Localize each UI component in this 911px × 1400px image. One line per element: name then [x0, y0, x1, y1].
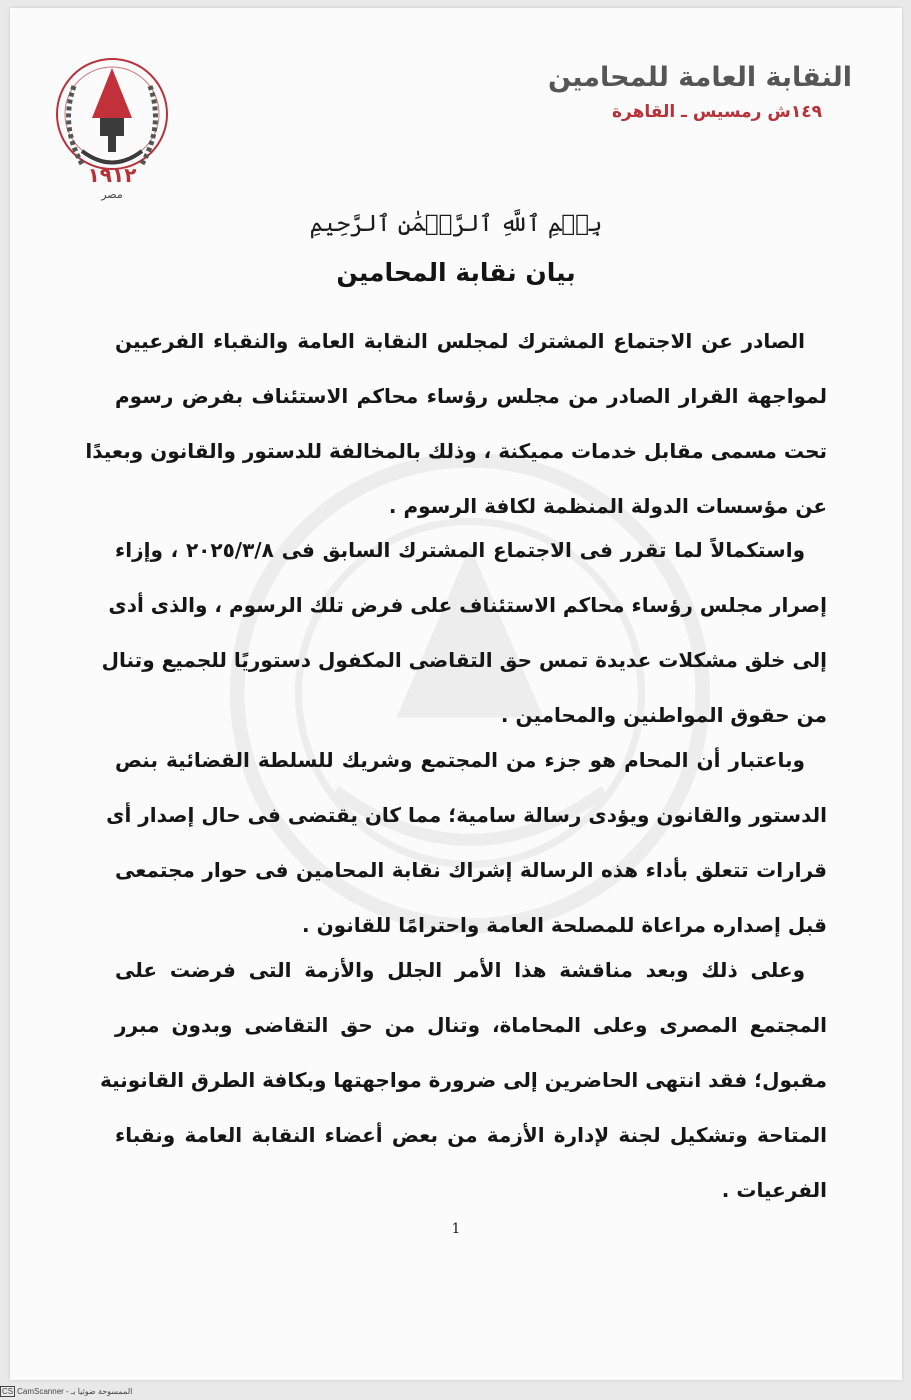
text-line: وباعتبار أن المحام هو جزء من المجتمع وشريك للسلطة القضائية بنص	[115, 748, 805, 772]
statement-title: بيان نقابة المحامين	[336, 258, 576, 287]
basmala: بِسۡمِ ٱللَّهِ ٱلرَّحۡمَٰنِ ٱلرَّحِيمِ	[309, 211, 603, 237]
paragraph-2	[101, 523, 827, 743]
text-line: مقبول؛ فقد انتهى الحاضرين إلى ضرورة مواجهتها وبكافة الطرق القانونية	[99, 1068, 827, 1092]
text-line: عن مؤسسات الدولة المنظمة لكافة الرسوم .	[388, 494, 827, 518]
text-line: المجتمع المصرى وعلى المحاماة، وتنال من حق التقاضى وبدون مبرر	[115, 1013, 827, 1037]
text-line: المتاحة وتشكيل لجنة لإدارة الأزمة من بعض أعضاء النقابة العامة ونقباء	[115, 1123, 827, 1147]
page-number: 1	[451, 1221, 461, 1237]
text-line: إصرار مجلس رؤساء محاكم الاستئناف على فرض تلك الرسوم ، والذى أدى	[108, 593, 827, 617]
text-line: وعلى ذلك وبعد مناقشة هذا الأمر الجلل والأزمة التى فرضت على	[115, 958, 805, 982]
logo-country: مصر	[101, 188, 123, 201]
scanner-text: CamScanner - الممسوحة ضوئيا بـ	[17, 1387, 133, 1396]
text-line: من حقوق المواطنين والمحامين .	[500, 703, 827, 727]
logo-year: ١٩١٢	[87, 163, 137, 187]
paragraph-3	[106, 733, 827, 953]
paragraph-1	[85, 314, 827, 534]
text-line: إلى خلق مشكلات عديدة تمس حق التقاضى المكفول دستوريًا للجميع وتنال	[101, 648, 827, 672]
syndicate-address: ١٤٩ش رمسيس ـ القاهرة	[612, 102, 822, 122]
text-line: قبل إصداره مراعاة للمصلحة العامة واحترامًا للقانون .	[302, 913, 827, 937]
text-line: واستكمالاً لما تقرر فى الاجتماع المشترك السابق فى ٢٠٢٥/٣/٨ ، وإزاء	[115, 538, 805, 562]
paragraph-4	[99, 943, 827, 1218]
text-line: الدستور والقانون ويؤدى رسالة سامية؛ مما كان يقتضى فى حال إصدار أى	[106, 803, 827, 827]
bar-association-emblem-icon	[52, 46, 172, 222]
text-line: الصادر عن الاجتماع المشترك لمجلس النقابة العامة والنقباء الفرعيين	[115, 329, 805, 353]
syndicate-name: النقابة العامة للمحامين	[547, 62, 852, 93]
text-line: الفرعيات .	[721, 1178, 827, 1202]
letterhead	[548, 60, 852, 124]
document-page	[10, 8, 902, 1380]
text-line: قرارات تتعلق بأداء هذه الرسالة إشراك نقابة المحامين فى حوار مجتمعى	[115, 858, 827, 882]
syndicate-logo	[52, 46, 172, 222]
text-line: تحت مسمى مقابل خدمات مميكنة ، وذلك بالمخالفة للدستور والقانون وبعيدًا	[85, 439, 827, 463]
text-line: لمواجهة القرار الصادر من مجلس رؤساء محاكم الاستئناف بفرض رسوم	[115, 384, 827, 408]
camscanner-icon: CS	[2, 1387, 14, 1396]
scanner-footer	[0, 1386, 132, 1397]
